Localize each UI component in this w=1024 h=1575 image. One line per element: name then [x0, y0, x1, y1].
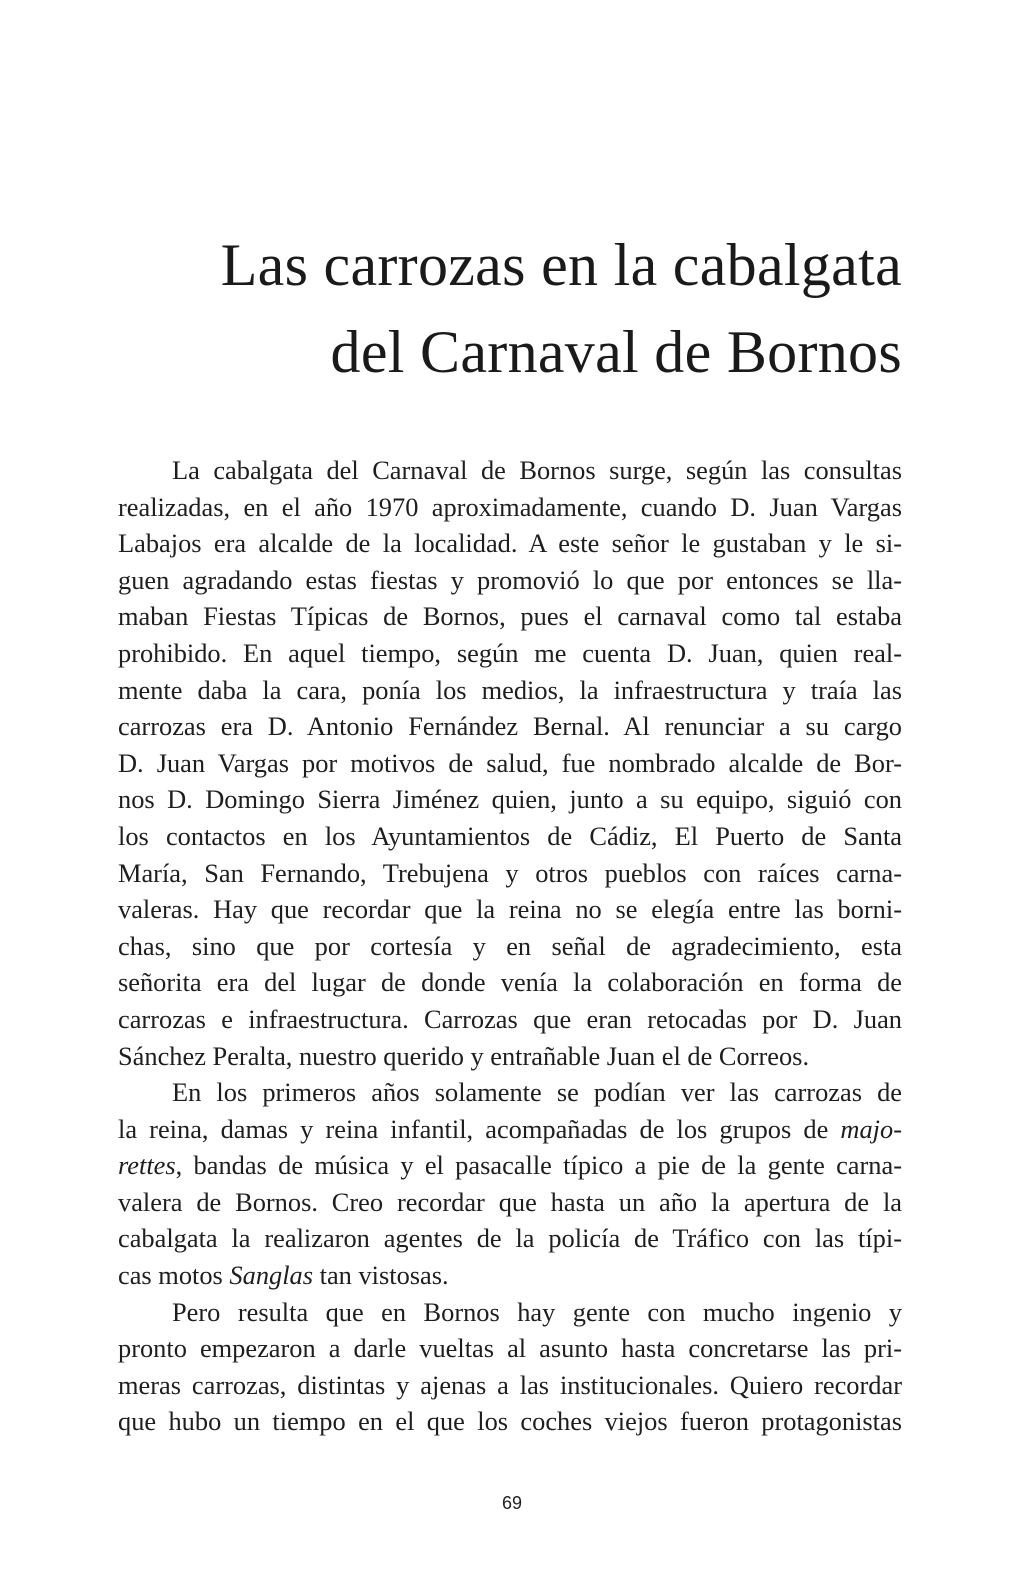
text-line: pronto empezaron a darle vueltas al asunto hasta concretarse las pri-	[118, 1333, 902, 1364]
text-line: mente daba la cara, ponía los medios, la infraestructura y traía las	[118, 674, 902, 705]
chapter-title-line-1: Las carrozas en la cabalgata	[220, 232, 902, 298]
text-line	[118, 1257, 902, 1294]
text-line: valera de Bornos. Creo recordar que hasta un año la apertura de la	[118, 1186, 902, 1217]
text-line: carrozas era D. Antonio Fernández Bernal. Al renunciar a su cargo	[118, 711, 902, 742]
chapter-title-line-2: del Carnaval de Bornos	[330, 319, 902, 385]
text-line	[118, 1147, 902, 1184]
text-line: meras carrozas, distintas y ajenas a las institucionales. Quiero recordar	[118, 1369, 902, 1400]
text-line: los contactos en los Ayuntamientos de Cádiz, El Puerto de Santa	[118, 820, 902, 851]
text-line: valeras. Hay que recordar que la reina no se elegía entre las borni-	[118, 894, 902, 925]
text-line: carrozas e infraestructura. Carrozas que eran retocadas por D. Juan	[118, 1003, 902, 1034]
chapter-title	[118, 222, 902, 396]
text-line: chas, sino que por cortesía y en señal de agradecimiento, esta	[118, 930, 902, 961]
text-line: prohibido. En aquel tiempo, según me cuenta D. Juan, quien real-	[118, 637, 902, 668]
text-line: Labajos era alcalde de la localidad. A este señor le gustaban y le si-	[118, 528, 902, 559]
text-line: realizadas, en el año 1970 aproximadamente, cuando D. Juan Vargas	[118, 491, 902, 522]
text-line: D. Juan Vargas por motivos de salud, fue nombrado alcalde de Bor-	[118, 747, 902, 778]
text-line: señorita era del lugar de donde venía la colaboración en forma de	[118, 967, 902, 998]
text-line: nos D. Domingo Sierra Jiménez quien, junto a su equipo, siguió con	[118, 784, 902, 815]
text-line: La cabalgata del Carnaval de Bornos surge, según las consultas	[172, 455, 902, 485]
text-run: tan vistosas.	[313, 1260, 449, 1291]
text-line: María, San Fernando, Trebujena y otros pueblos con raíces carna-	[118, 857, 902, 888]
text-line: Pero resulta que en Bornos hay gente con mucho ingenio y	[172, 1296, 902, 1327]
italic-word: Sanglas	[229, 1260, 314, 1291]
text-line: que hubo un tiempo en el que los coches viejos fueron protagonistas	[118, 1406, 902, 1437]
text-line: Sánchez Peralta, nuestro querido y entrañable Juan el de Correos.	[118, 1040, 810, 1071]
text-run: , bandas de música y el pasacalle típico a pie de la gente carna-	[175, 1150, 902, 1181]
page-number: 69	[501, 1493, 523, 1513]
text-line: guen agradando estas fiestas y promovió lo que por entonces se lla-	[118, 564, 902, 595]
text-run: la reina, damas y reina infantil, acompañadas de los grupos de	[118, 1113, 841, 1144]
text-line: maban Fiestas Típicas de Bornos, pues el carnaval como tal estaba	[118, 601, 902, 632]
body-text	[118, 452, 902, 1440]
text-line: En los primeros años solamente se podían ver las carrozas de	[172, 1077, 902, 1108]
text-run: cas motos	[118, 1260, 230, 1291]
text-line	[118, 1111, 902, 1148]
text-line: cabalgata la realizaron agentes de la policía de Tráfico con las típi-	[118, 1223, 902, 1254]
italic-word: majo-	[840, 1113, 902, 1144]
italic-word: rettes	[118, 1150, 176, 1181]
